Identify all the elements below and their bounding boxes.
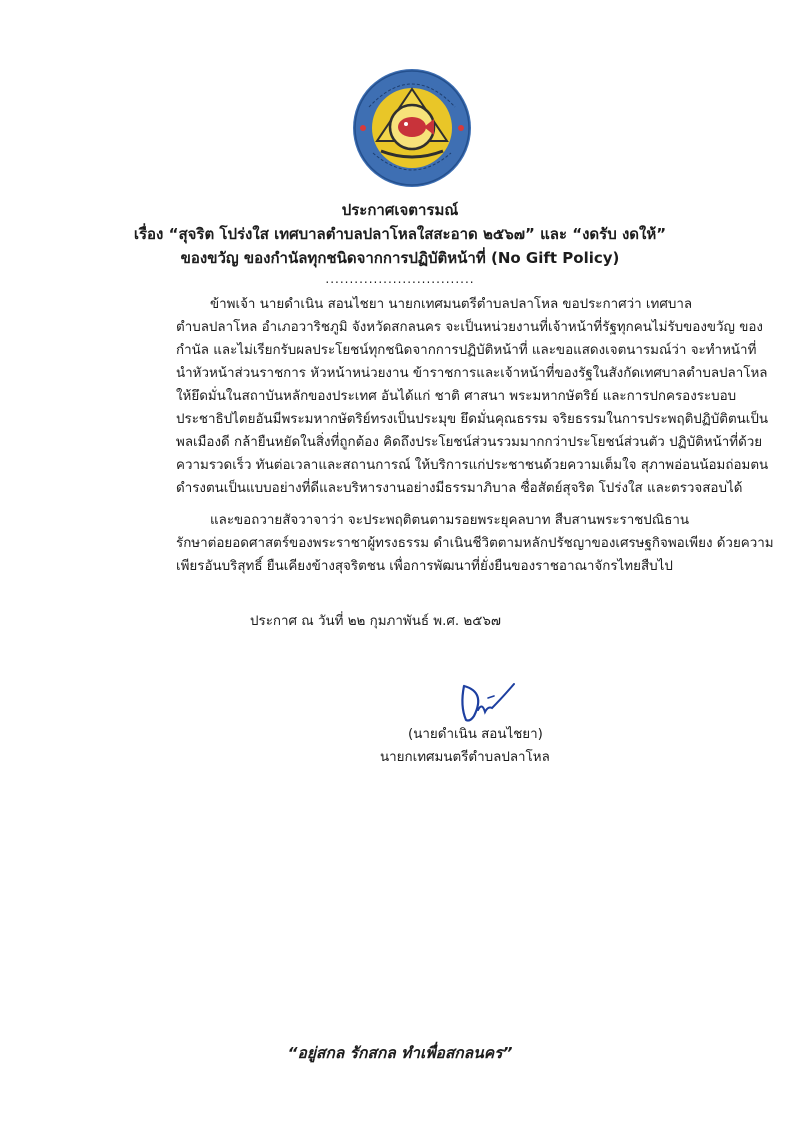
footer-slogan: “อยู่สกล รักสกล ทำเพื่อสกลนคร” xyxy=(287,1044,513,1062)
municipality-seal-logo xyxy=(351,67,473,189)
announcement-subject-continued: ของขวัญ ของกำนัลทุกชนิดจากการปฏิบัติหน้าที่ (No Gift Policy) xyxy=(180,249,620,267)
announcement-subject: เรื่อง “สุจริต โปร่งใส เทศบาลตำบลปลาโหลใสสะอาด ๒๕๖๗” และ “งดรับ งดให้” xyxy=(133,225,667,243)
body-line: ความรวดเร็ว ทันต่อเวลาและสถานการณ์ ให้บริการแก่ประชาชนด้วยความเต็มใจ สุภาพอ่อนน้อมถ่อมตน xyxy=(176,458,769,473)
announcement-body xyxy=(176,293,774,578)
body-line: และขอถวายสัจวาจาว่า จะประพฤติตนตามรอยพระยุคลบาท สืบสานพระราชปณิธาน xyxy=(210,513,690,528)
header-separator: ............................... xyxy=(325,272,475,286)
signer-name: (นายดำเนิน สอนไชยา) xyxy=(408,727,543,742)
body-line: ดำรงตนเป็นแบบอย่างที่ดีและบริหารงานอย่างมีธรรมาภิบาล ซื่อสัตย์สุจริต โปร่งใส และตรวจสอบได้ xyxy=(176,481,743,496)
body-line: รักษาต่อยอดศาสตร์ของพระราชาผู้ทรงธรรม ดำเนินชีวิตตามหลักปรัชญาของเศรษฐกิจพอเพียง ด้วยความ xyxy=(176,536,774,551)
body-line: ประชาธิปไตยอันมีพระมหากษัตริย์ทรงเป็นประมุข ยึดมั่นคุณธรรม จริยธรรมในการประพฤติปฏิบัติตนเป็น xyxy=(176,412,769,427)
signer-position: นายกเทศมนตรีตำบลปลาโหล xyxy=(380,750,550,765)
body-line: ตำบลปลาโหล อำเภอวาริชภูมิ จังหวัดสกลนคร จะเป็นหน่วยงานที่เจ้าหน้าที่รัฐทุกคนไม่รับของขวัญ ของ xyxy=(176,320,763,335)
handwritten-signature xyxy=(452,676,522,728)
announcement-header xyxy=(0,198,800,288)
announcement-date: ประกาศ ณ วันที่ ๒๒ กุมภาพันธ์ พ.ศ. ๒๕๖๗ xyxy=(250,614,501,629)
body-line: ให้ยึดมั่นในสถาบันหลักของประเทศ อันได้แก่ ชาติ ศาสนา พระมหากษัตริย์ และการปกครองระบอบ xyxy=(176,389,737,404)
announcement-title: ประกาศเจตารมณ์ xyxy=(341,201,459,219)
body-line: พลเมืองดี กล้ายืนหยัดในสิ่งที่ถูกต้อง คิดถึงประโยชน์ส่วนรวมมากกว่าประโยชน์ส่วนตัว ปฏิบัติหน้าที่ด้วย xyxy=(176,435,763,450)
signer-block xyxy=(380,723,620,769)
body-line: กำนัล และไม่เรียกรับผลประโยชน์ทุกชนิดจากการปฏิบัติหน้าที่ และขอแสดงเจตนารมณ์ว่า จะทำหน้าที่ xyxy=(176,343,757,358)
body-line: นำหัวหน้าส่วนราชการ หัวหน้าหน่วยงาน ข้าราชการและเจ้าหน้าที่ของรัฐในสังกัดเทศบาลตำบลปลาโหล xyxy=(176,366,768,381)
body-line: ข้าพเจ้า นายดำเนิน สอนไชยา นายกเทศมนตรีตำบลปลาโหล ขอประกาศว่า เทศบาล xyxy=(210,297,693,312)
body-line: เพียรอันบริสุทธิ์ ยืนเคียงข้างสุจริตชน เพื่อการพัฒนาที่ยั่งยืนของราชอาณาจักรไทยสืบไป xyxy=(176,559,673,574)
